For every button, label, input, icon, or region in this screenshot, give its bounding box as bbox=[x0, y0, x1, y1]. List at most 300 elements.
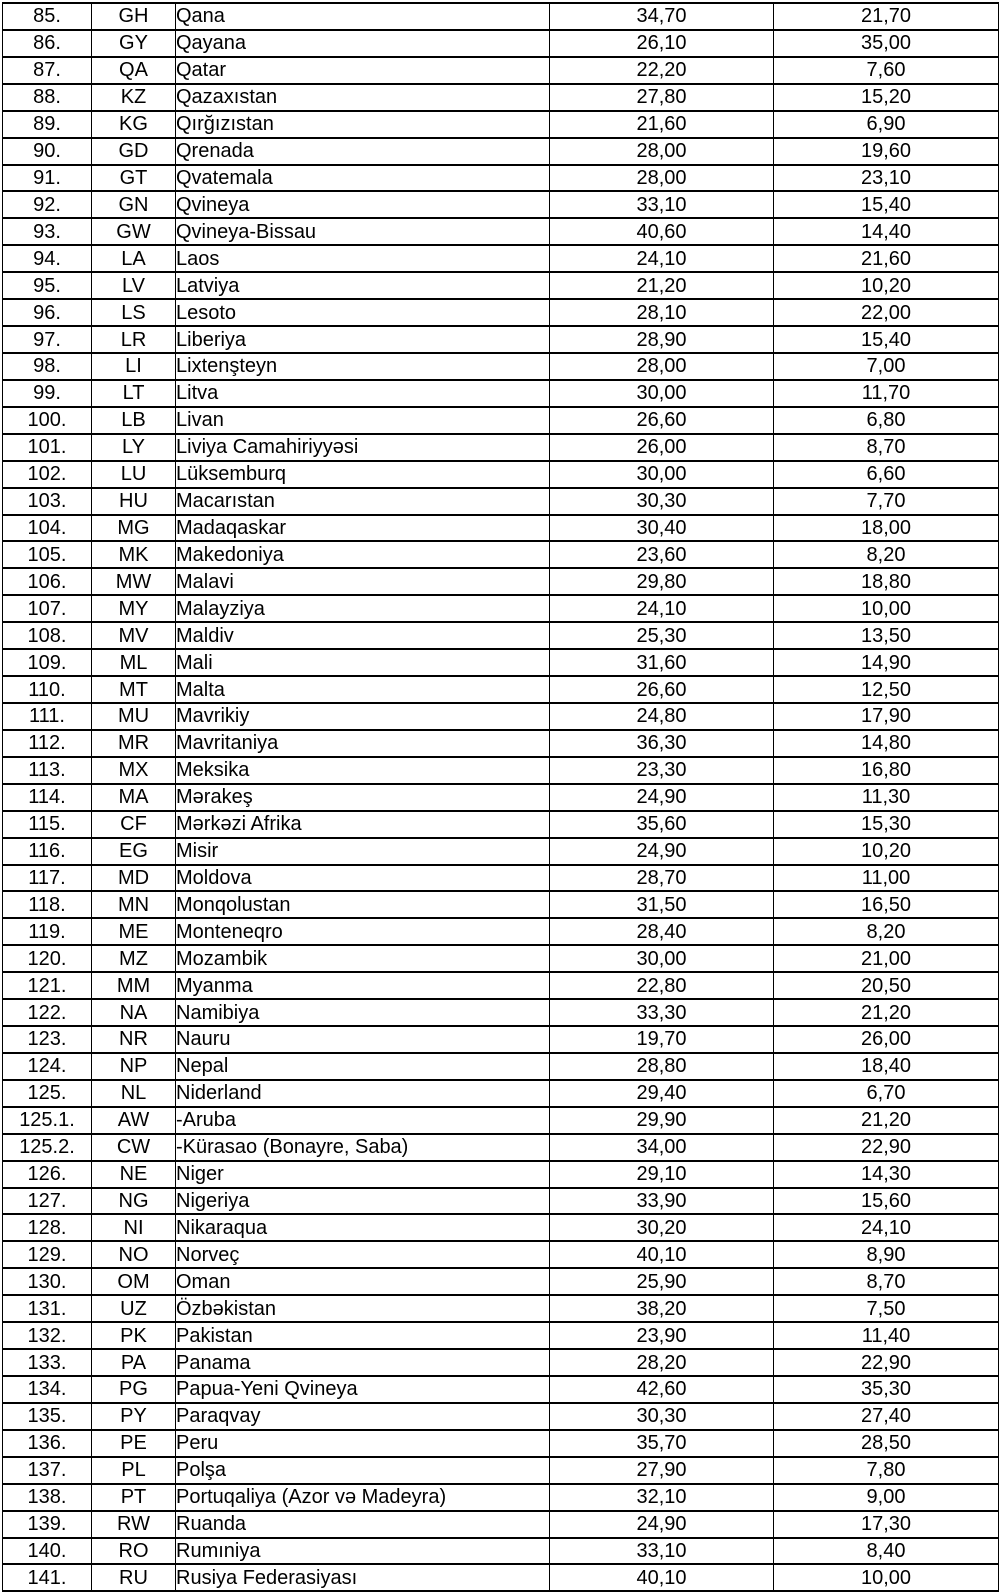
country-name-cell: Ruanda bbox=[176, 1511, 550, 1538]
value-col1-cell: 27,90 bbox=[550, 1457, 774, 1484]
row-number-cell: 128. bbox=[3, 1214, 92, 1241]
country-name-cell: Panama bbox=[176, 1349, 550, 1376]
country-code-cell: KZ bbox=[92, 84, 176, 111]
value-col1-cell: 26,60 bbox=[550, 407, 774, 434]
table-row bbox=[3, 165, 999, 192]
value-col1-cell: 28,20 bbox=[550, 1349, 774, 1376]
country-code-cell: HU bbox=[92, 488, 176, 515]
country-code-cell: MA bbox=[92, 784, 176, 811]
value-col1-cell: 33,30 bbox=[550, 999, 774, 1026]
value-col1-cell: 26,00 bbox=[550, 434, 774, 461]
row-number-cell: 108. bbox=[3, 622, 92, 649]
value-col1-cell: 24,90 bbox=[550, 838, 774, 865]
value-col1-cell: 28,90 bbox=[550, 326, 774, 353]
country-code-cell: GH bbox=[92, 3, 176, 30]
row-number-cell: 121. bbox=[3, 972, 92, 999]
table-row bbox=[3, 1053, 999, 1080]
country-name-cell: Nepal bbox=[176, 1053, 550, 1080]
table-row bbox=[3, 111, 999, 138]
value-col2-cell: 7,00 bbox=[774, 353, 999, 380]
row-number-cell: 91. bbox=[3, 165, 92, 192]
table-row bbox=[3, 1026, 999, 1053]
country-code-cell: LT bbox=[92, 380, 176, 407]
table-row bbox=[3, 434, 999, 461]
table-row bbox=[3, 757, 999, 784]
row-number-cell: 125.1. bbox=[3, 1107, 92, 1134]
value-col2-cell: 6,60 bbox=[774, 461, 999, 488]
value-col2-cell: 11,40 bbox=[774, 1322, 999, 1349]
table-row bbox=[3, 811, 999, 838]
value-col1-cell: 28,80 bbox=[550, 1053, 774, 1080]
row-number-cell: 105. bbox=[3, 541, 92, 568]
country-name-cell: Qana bbox=[176, 3, 550, 30]
country-name-cell: Peru bbox=[176, 1430, 550, 1457]
table-row bbox=[3, 676, 999, 703]
row-number-cell: 107. bbox=[3, 595, 92, 622]
country-name-cell: Liviya Camahiriyyəsi bbox=[176, 434, 550, 461]
country-code-cell: RO bbox=[92, 1538, 176, 1565]
table-row bbox=[3, 191, 999, 218]
country-code-cell: LS bbox=[92, 299, 176, 326]
row-number-cell: 137. bbox=[3, 1457, 92, 1484]
country-name-cell: Myanma bbox=[176, 972, 550, 999]
row-number-cell: 119. bbox=[3, 918, 92, 945]
value-col1-cell: 24,10 bbox=[550, 595, 774, 622]
country-name-cell: Papua-Yeni Qvineya bbox=[176, 1376, 550, 1403]
table-row bbox=[3, 838, 999, 865]
country-code-cell: GW bbox=[92, 218, 176, 245]
value-col1-cell: 23,30 bbox=[550, 757, 774, 784]
value-col1-cell: 24,90 bbox=[550, 1511, 774, 1538]
country-code-cell: MX bbox=[92, 757, 176, 784]
row-number-cell: 104. bbox=[3, 515, 92, 542]
value-col2-cell: 7,50 bbox=[774, 1295, 999, 1322]
value-col1-cell: 29,90 bbox=[550, 1107, 774, 1134]
value-col2-cell: 15,60 bbox=[774, 1188, 999, 1215]
country-code-cell: MN bbox=[92, 891, 176, 918]
country-code-cell: LY bbox=[92, 434, 176, 461]
value-col2-cell: 8,90 bbox=[774, 1241, 999, 1268]
country-name-cell: Oman bbox=[176, 1268, 550, 1295]
country-name-cell: Qrenada bbox=[176, 138, 550, 165]
country-name-cell: Qvatemala bbox=[176, 165, 550, 192]
value-col2-cell: 35,00 bbox=[774, 30, 999, 57]
value-col1-cell: 30,00 bbox=[550, 945, 774, 972]
value-col2-cell: 11,00 bbox=[774, 865, 999, 892]
country-name-cell: Qazaxıstan bbox=[176, 84, 550, 111]
country-code-cell: NO bbox=[92, 1241, 176, 1268]
country-name-cell: Mərkəzi Afrika bbox=[176, 811, 550, 838]
country-code-cell: MD bbox=[92, 865, 176, 892]
table-row bbox=[3, 1268, 999, 1295]
row-number-cell: 86. bbox=[3, 30, 92, 57]
value-col1-cell: 34,70 bbox=[550, 3, 774, 30]
country-code-cell: PL bbox=[92, 1457, 176, 1484]
value-col2-cell: 6,80 bbox=[774, 407, 999, 434]
row-number-cell: 140. bbox=[3, 1538, 92, 1565]
country-code-cell: OM bbox=[92, 1268, 176, 1295]
country-code-cell: GD bbox=[92, 138, 176, 165]
row-number-cell: 125. bbox=[3, 1080, 92, 1107]
table-row bbox=[3, 1188, 999, 1215]
value-col2-cell: 15,20 bbox=[774, 84, 999, 111]
value-col1-cell: 25,30 bbox=[550, 622, 774, 649]
table-row bbox=[3, 1403, 999, 1430]
row-number-cell: 100. bbox=[3, 407, 92, 434]
value-col1-cell: 25,90 bbox=[550, 1268, 774, 1295]
country-code-cell: NL bbox=[92, 1080, 176, 1107]
table-row bbox=[3, 1295, 999, 1322]
table-row bbox=[3, 245, 999, 272]
table-row bbox=[3, 999, 999, 1026]
value-col2-cell: 14,30 bbox=[774, 1161, 999, 1188]
country-code-cell: LU bbox=[92, 461, 176, 488]
country-code-cell: PT bbox=[92, 1484, 176, 1511]
value-col2-cell: 10,00 bbox=[774, 595, 999, 622]
value-col1-cell: 24,10 bbox=[550, 245, 774, 272]
value-col1-cell: 31,50 bbox=[550, 891, 774, 918]
table-row bbox=[3, 3, 999, 30]
value-col2-cell: 17,30 bbox=[774, 1511, 999, 1538]
country-name-cell: Özbəkistan bbox=[176, 1295, 550, 1322]
country-code-cell: MU bbox=[92, 703, 176, 730]
value-col2-cell: 17,90 bbox=[774, 703, 999, 730]
country-name-cell: Mali bbox=[176, 649, 550, 676]
row-number-cell: 122. bbox=[3, 999, 92, 1026]
table-row bbox=[3, 703, 999, 730]
country-name-cell: Lesoto bbox=[176, 299, 550, 326]
country-code-cell: MW bbox=[92, 568, 176, 595]
value-col1-cell: 36,30 bbox=[550, 730, 774, 757]
table-row bbox=[3, 1214, 999, 1241]
country-code-cell: MY bbox=[92, 595, 176, 622]
country-name-cell: Malayziya bbox=[176, 595, 550, 622]
value-col2-cell: 18,80 bbox=[774, 568, 999, 595]
country-code-cell: LR bbox=[92, 326, 176, 353]
table-row bbox=[3, 568, 999, 595]
country-name-cell: Malavi bbox=[176, 568, 550, 595]
country-name-cell: -Aruba bbox=[176, 1107, 550, 1134]
country-code-cell: NA bbox=[92, 999, 176, 1026]
table-row bbox=[3, 1457, 999, 1484]
country-code-cell: NI bbox=[92, 1214, 176, 1241]
value-col2-cell: 21,70 bbox=[774, 3, 999, 30]
row-number-cell: 102. bbox=[3, 461, 92, 488]
table-row bbox=[3, 30, 999, 57]
row-number-cell: 117. bbox=[3, 865, 92, 892]
country-name-cell: Litva bbox=[176, 380, 550, 407]
country-code-cell: QA bbox=[92, 57, 176, 84]
row-number-cell: 133. bbox=[3, 1349, 92, 1376]
value-col2-cell: 15,30 bbox=[774, 811, 999, 838]
country-name-cell: Monteneqro bbox=[176, 918, 550, 945]
value-col1-cell: 33,10 bbox=[550, 1538, 774, 1565]
value-col1-cell: 28,00 bbox=[550, 165, 774, 192]
country-code-cell: PK bbox=[92, 1322, 176, 1349]
value-col2-cell: 11,70 bbox=[774, 380, 999, 407]
row-number-cell: 118. bbox=[3, 891, 92, 918]
value-col2-cell: 11,30 bbox=[774, 784, 999, 811]
table-row bbox=[3, 218, 999, 245]
value-col1-cell: 33,10 bbox=[550, 191, 774, 218]
table-row bbox=[3, 1511, 999, 1538]
country-code-cell: NP bbox=[92, 1053, 176, 1080]
table-row bbox=[3, 1430, 999, 1457]
value-col1-cell: 35,60 bbox=[550, 811, 774, 838]
table-row bbox=[3, 1080, 999, 1107]
value-col1-cell: 34,00 bbox=[550, 1134, 774, 1161]
country-name-cell: Norveç bbox=[176, 1241, 550, 1268]
table-row bbox=[3, 380, 999, 407]
value-col1-cell: 21,20 bbox=[550, 272, 774, 299]
country-name-cell: Madaqaskar bbox=[176, 515, 550, 542]
country-name-cell: Rumıniya bbox=[176, 1538, 550, 1565]
value-col2-cell: 22,90 bbox=[774, 1349, 999, 1376]
country-name-cell: -Kürasao (Bonayre, Saba) bbox=[176, 1134, 550, 1161]
row-number-cell: 94. bbox=[3, 245, 92, 272]
row-number-cell: 132. bbox=[3, 1322, 92, 1349]
row-number-cell: 92. bbox=[3, 191, 92, 218]
row-number-cell: 130. bbox=[3, 1268, 92, 1295]
country-code-cell: LV bbox=[92, 272, 176, 299]
value-col2-cell: 14,40 bbox=[774, 218, 999, 245]
table-row bbox=[3, 515, 999, 542]
table-row bbox=[3, 1564, 999, 1591]
country-code-cell: CF bbox=[92, 811, 176, 838]
value-col2-cell: 7,60 bbox=[774, 57, 999, 84]
country-name-cell: Qvineya-Bissau bbox=[176, 218, 550, 245]
row-number-cell: 93. bbox=[3, 218, 92, 245]
country-code-cell: MK bbox=[92, 541, 176, 568]
value-col1-cell: 24,80 bbox=[550, 703, 774, 730]
country-code-cell: LA bbox=[92, 245, 176, 272]
row-number-cell: 98. bbox=[3, 353, 92, 380]
row-number-cell: 97. bbox=[3, 326, 92, 353]
value-col2-cell: 24,10 bbox=[774, 1214, 999, 1241]
value-col2-cell: 26,00 bbox=[774, 1026, 999, 1053]
country-code-cell: MZ bbox=[92, 945, 176, 972]
value-col1-cell: 30,00 bbox=[550, 461, 774, 488]
table-row bbox=[3, 1107, 999, 1134]
value-col1-cell: 21,60 bbox=[550, 111, 774, 138]
country-name-cell: Pakistan bbox=[176, 1322, 550, 1349]
value-col2-cell: 21,20 bbox=[774, 1107, 999, 1134]
table-row bbox=[3, 272, 999, 299]
row-number-cell: 109. bbox=[3, 649, 92, 676]
value-col1-cell: 40,10 bbox=[550, 1564, 774, 1591]
country-name-cell: Namibiya bbox=[176, 999, 550, 1026]
row-number-cell: 123. bbox=[3, 1026, 92, 1053]
country-code-cell: CW bbox=[92, 1134, 176, 1161]
country-name-cell: Qatar bbox=[176, 57, 550, 84]
row-number-cell: 138. bbox=[3, 1484, 92, 1511]
country-code-cell: MR bbox=[92, 730, 176, 757]
country-name-cell: Malta bbox=[176, 676, 550, 703]
country-name-cell: Macarıstan bbox=[176, 488, 550, 515]
table-row bbox=[3, 488, 999, 515]
value-col1-cell: 30,30 bbox=[550, 488, 774, 515]
value-col2-cell: 10,20 bbox=[774, 272, 999, 299]
value-col2-cell: 21,60 bbox=[774, 245, 999, 272]
value-col2-cell: 6,90 bbox=[774, 111, 999, 138]
row-number-cell: 135. bbox=[3, 1403, 92, 1430]
table-row bbox=[3, 1134, 999, 1161]
value-col2-cell: 22,00 bbox=[774, 299, 999, 326]
value-col1-cell: 29,40 bbox=[550, 1080, 774, 1107]
country-name-cell: Polşa bbox=[176, 1457, 550, 1484]
value-col2-cell: 15,40 bbox=[774, 326, 999, 353]
value-col1-cell: 29,80 bbox=[550, 568, 774, 595]
country-name-cell: Niderland bbox=[176, 1080, 550, 1107]
country-name-cell: Moldova bbox=[176, 865, 550, 892]
row-number-cell: 134. bbox=[3, 1376, 92, 1403]
value-col2-cell: 16,80 bbox=[774, 757, 999, 784]
value-col1-cell: 28,40 bbox=[550, 918, 774, 945]
value-col1-cell: 40,10 bbox=[550, 1241, 774, 1268]
country-code-cell: PA bbox=[92, 1349, 176, 1376]
row-number-cell: 89. bbox=[3, 111, 92, 138]
value-col1-cell: 28,00 bbox=[550, 138, 774, 165]
country-code-cell: MT bbox=[92, 676, 176, 703]
value-col2-cell: 14,80 bbox=[774, 730, 999, 757]
value-col1-cell: 32,10 bbox=[550, 1484, 774, 1511]
country-name-cell: Nigeriya bbox=[176, 1188, 550, 1215]
country-table-body bbox=[3, 3, 999, 1591]
value-col2-cell: 7,80 bbox=[774, 1457, 999, 1484]
row-number-cell: 120. bbox=[3, 945, 92, 972]
row-number-cell: 124. bbox=[3, 1053, 92, 1080]
value-col2-cell: 8,70 bbox=[774, 1268, 999, 1295]
table-row bbox=[3, 1322, 999, 1349]
value-col2-cell: 28,50 bbox=[774, 1430, 999, 1457]
value-col1-cell: 35,70 bbox=[550, 1430, 774, 1457]
row-number-cell: 115. bbox=[3, 811, 92, 838]
table-row bbox=[3, 353, 999, 380]
country-name-cell: Portuqaliya (Azor və Madeyra) bbox=[176, 1484, 550, 1511]
country-code-cell: PE bbox=[92, 1430, 176, 1457]
country-code-cell: RW bbox=[92, 1511, 176, 1538]
country-name-cell: Livan bbox=[176, 407, 550, 434]
value-col2-cell: 8,20 bbox=[774, 541, 999, 568]
row-number-cell: 99. bbox=[3, 380, 92, 407]
country-name-cell: Nauru bbox=[176, 1026, 550, 1053]
value-col2-cell: 35,30 bbox=[774, 1376, 999, 1403]
row-number-cell: 87. bbox=[3, 57, 92, 84]
country-name-cell: Mavrikiy bbox=[176, 703, 550, 730]
value-col2-cell: 23,10 bbox=[774, 165, 999, 192]
table-row bbox=[3, 1349, 999, 1376]
table-row bbox=[3, 541, 999, 568]
value-col2-cell: 8,70 bbox=[774, 434, 999, 461]
value-col1-cell: 23,60 bbox=[550, 541, 774, 568]
country-code-cell: LI bbox=[92, 353, 176, 380]
value-col2-cell: 10,20 bbox=[774, 838, 999, 865]
row-number-cell: 125.2. bbox=[3, 1134, 92, 1161]
country-name-cell: Liberiya bbox=[176, 326, 550, 353]
country-name-cell: Paraqvay bbox=[176, 1403, 550, 1430]
country-code-cell: PY bbox=[92, 1403, 176, 1430]
value-col2-cell: 19,60 bbox=[774, 138, 999, 165]
table-row bbox=[3, 649, 999, 676]
table-row bbox=[3, 1241, 999, 1268]
country-code-cell: NG bbox=[92, 1188, 176, 1215]
row-number-cell: 129. bbox=[3, 1241, 92, 1268]
value-col2-cell: 10,00 bbox=[774, 1564, 999, 1591]
row-number-cell: 116. bbox=[3, 838, 92, 865]
row-number-cell: 114. bbox=[3, 784, 92, 811]
table-row bbox=[3, 1376, 999, 1403]
country-name-cell: Maldiv bbox=[176, 622, 550, 649]
country-code-cell: UZ bbox=[92, 1295, 176, 1322]
value-col2-cell: 21,20 bbox=[774, 999, 999, 1026]
country-name-cell: Qırğızıstan bbox=[176, 111, 550, 138]
country-code-cell: GN bbox=[92, 191, 176, 218]
table-row bbox=[3, 138, 999, 165]
value-col1-cell: 29,10 bbox=[550, 1161, 774, 1188]
table-row bbox=[3, 407, 999, 434]
country-code-cell: KG bbox=[92, 111, 176, 138]
country-name-cell: Misir bbox=[176, 838, 550, 865]
value-col1-cell: 26,10 bbox=[550, 30, 774, 57]
value-col2-cell: 12,50 bbox=[774, 676, 999, 703]
value-col1-cell: 30,20 bbox=[550, 1214, 774, 1241]
table-row bbox=[3, 84, 999, 111]
value-col2-cell: 22,90 bbox=[774, 1134, 999, 1161]
row-number-cell: 96. bbox=[3, 299, 92, 326]
row-number-cell: 85. bbox=[3, 3, 92, 30]
value-col1-cell: 28,70 bbox=[550, 865, 774, 892]
value-col1-cell: 28,00 bbox=[550, 353, 774, 380]
row-number-cell: 127. bbox=[3, 1188, 92, 1215]
country-name-cell: Qvineya bbox=[176, 191, 550, 218]
value-col2-cell: 14,90 bbox=[774, 649, 999, 676]
table-row bbox=[3, 595, 999, 622]
country-name-cell: Makedoniya bbox=[176, 541, 550, 568]
country-code-cell: RU bbox=[92, 1564, 176, 1591]
value-col2-cell: 6,70 bbox=[774, 1080, 999, 1107]
table-row bbox=[3, 891, 999, 918]
value-col2-cell: 18,40 bbox=[774, 1053, 999, 1080]
value-col2-cell: 16,50 bbox=[774, 891, 999, 918]
country-code-cell: PG bbox=[92, 1376, 176, 1403]
country-code-cell: MM bbox=[92, 972, 176, 999]
value-col2-cell: 15,40 bbox=[774, 191, 999, 218]
table-row bbox=[3, 865, 999, 892]
value-col1-cell: 33,90 bbox=[550, 1188, 774, 1215]
country-name-cell: Meksika bbox=[176, 757, 550, 784]
country-code-cell: AW bbox=[92, 1107, 176, 1134]
country-name-cell: Monqolustan bbox=[176, 891, 550, 918]
country-name-cell: Latviya bbox=[176, 272, 550, 299]
row-number-cell: 111. bbox=[3, 703, 92, 730]
value-col2-cell: 8,20 bbox=[774, 918, 999, 945]
country-name-cell: Lüksemburq bbox=[176, 461, 550, 488]
value-col1-cell: 30,30 bbox=[550, 1403, 774, 1430]
value-col1-cell: 22,20 bbox=[550, 57, 774, 84]
table-row bbox=[3, 326, 999, 353]
country-name-cell: Niger bbox=[176, 1161, 550, 1188]
country-name-cell: Mozambik bbox=[176, 945, 550, 972]
value-col1-cell: 23,90 bbox=[550, 1322, 774, 1349]
country-data-table bbox=[2, 2, 999, 1592]
country-name-cell: Rusiya Federasiyası bbox=[176, 1564, 550, 1591]
country-name-cell: Mərakeş bbox=[176, 784, 550, 811]
row-number-cell: 139. bbox=[3, 1511, 92, 1538]
table-row bbox=[3, 461, 999, 488]
value-col1-cell: 22,80 bbox=[550, 972, 774, 999]
country-name-cell: Mavritaniya bbox=[176, 730, 550, 757]
row-number-cell: 103. bbox=[3, 488, 92, 515]
